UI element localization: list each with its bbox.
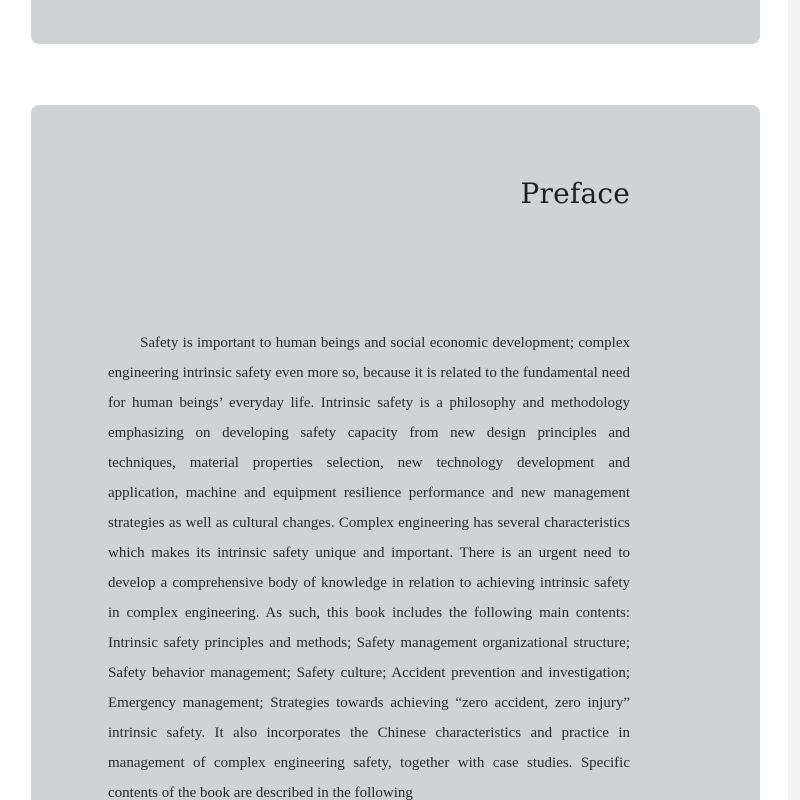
current-page [31,105,760,800]
preface-paragraph: Safety is important to human beings and social economic development; complex engineering intrinsic safety even more so, because it is related to the fundamental need for human beings’ everyday life. Intrinsic safety is a philosophy and methodology emphasizing on developing safety capacity from new design principles and techniques, material properties selection, new technology development and application, machine and equipment resilience performance and new management strategies as well as cultural changes. Complex engineering has several characteristics which makes its intrinsic safety unique and important. There is an urgent need to develop a comprehensive body of knowledge in relation to achieving intrinsic safety in complex engineering. As such, this book includes the following main contents: Intrinsic safety principles and methods; Safety management organizational structure; Safety behavior management; Safety culture; Accident prevention and investigation; Emergency management; Strategies towards achieving “zero accident, zero injury” intrinsic safety. It also incorporates the Chinese characteristics and practice in management of complex engineering safety, together with case studies. Specific contents of the book are described in the following [108,335,630,800]
page-title: Preface [520,177,630,210]
vertical-scrollbar[interactable] [788,0,800,800]
previous-page [31,0,760,44]
